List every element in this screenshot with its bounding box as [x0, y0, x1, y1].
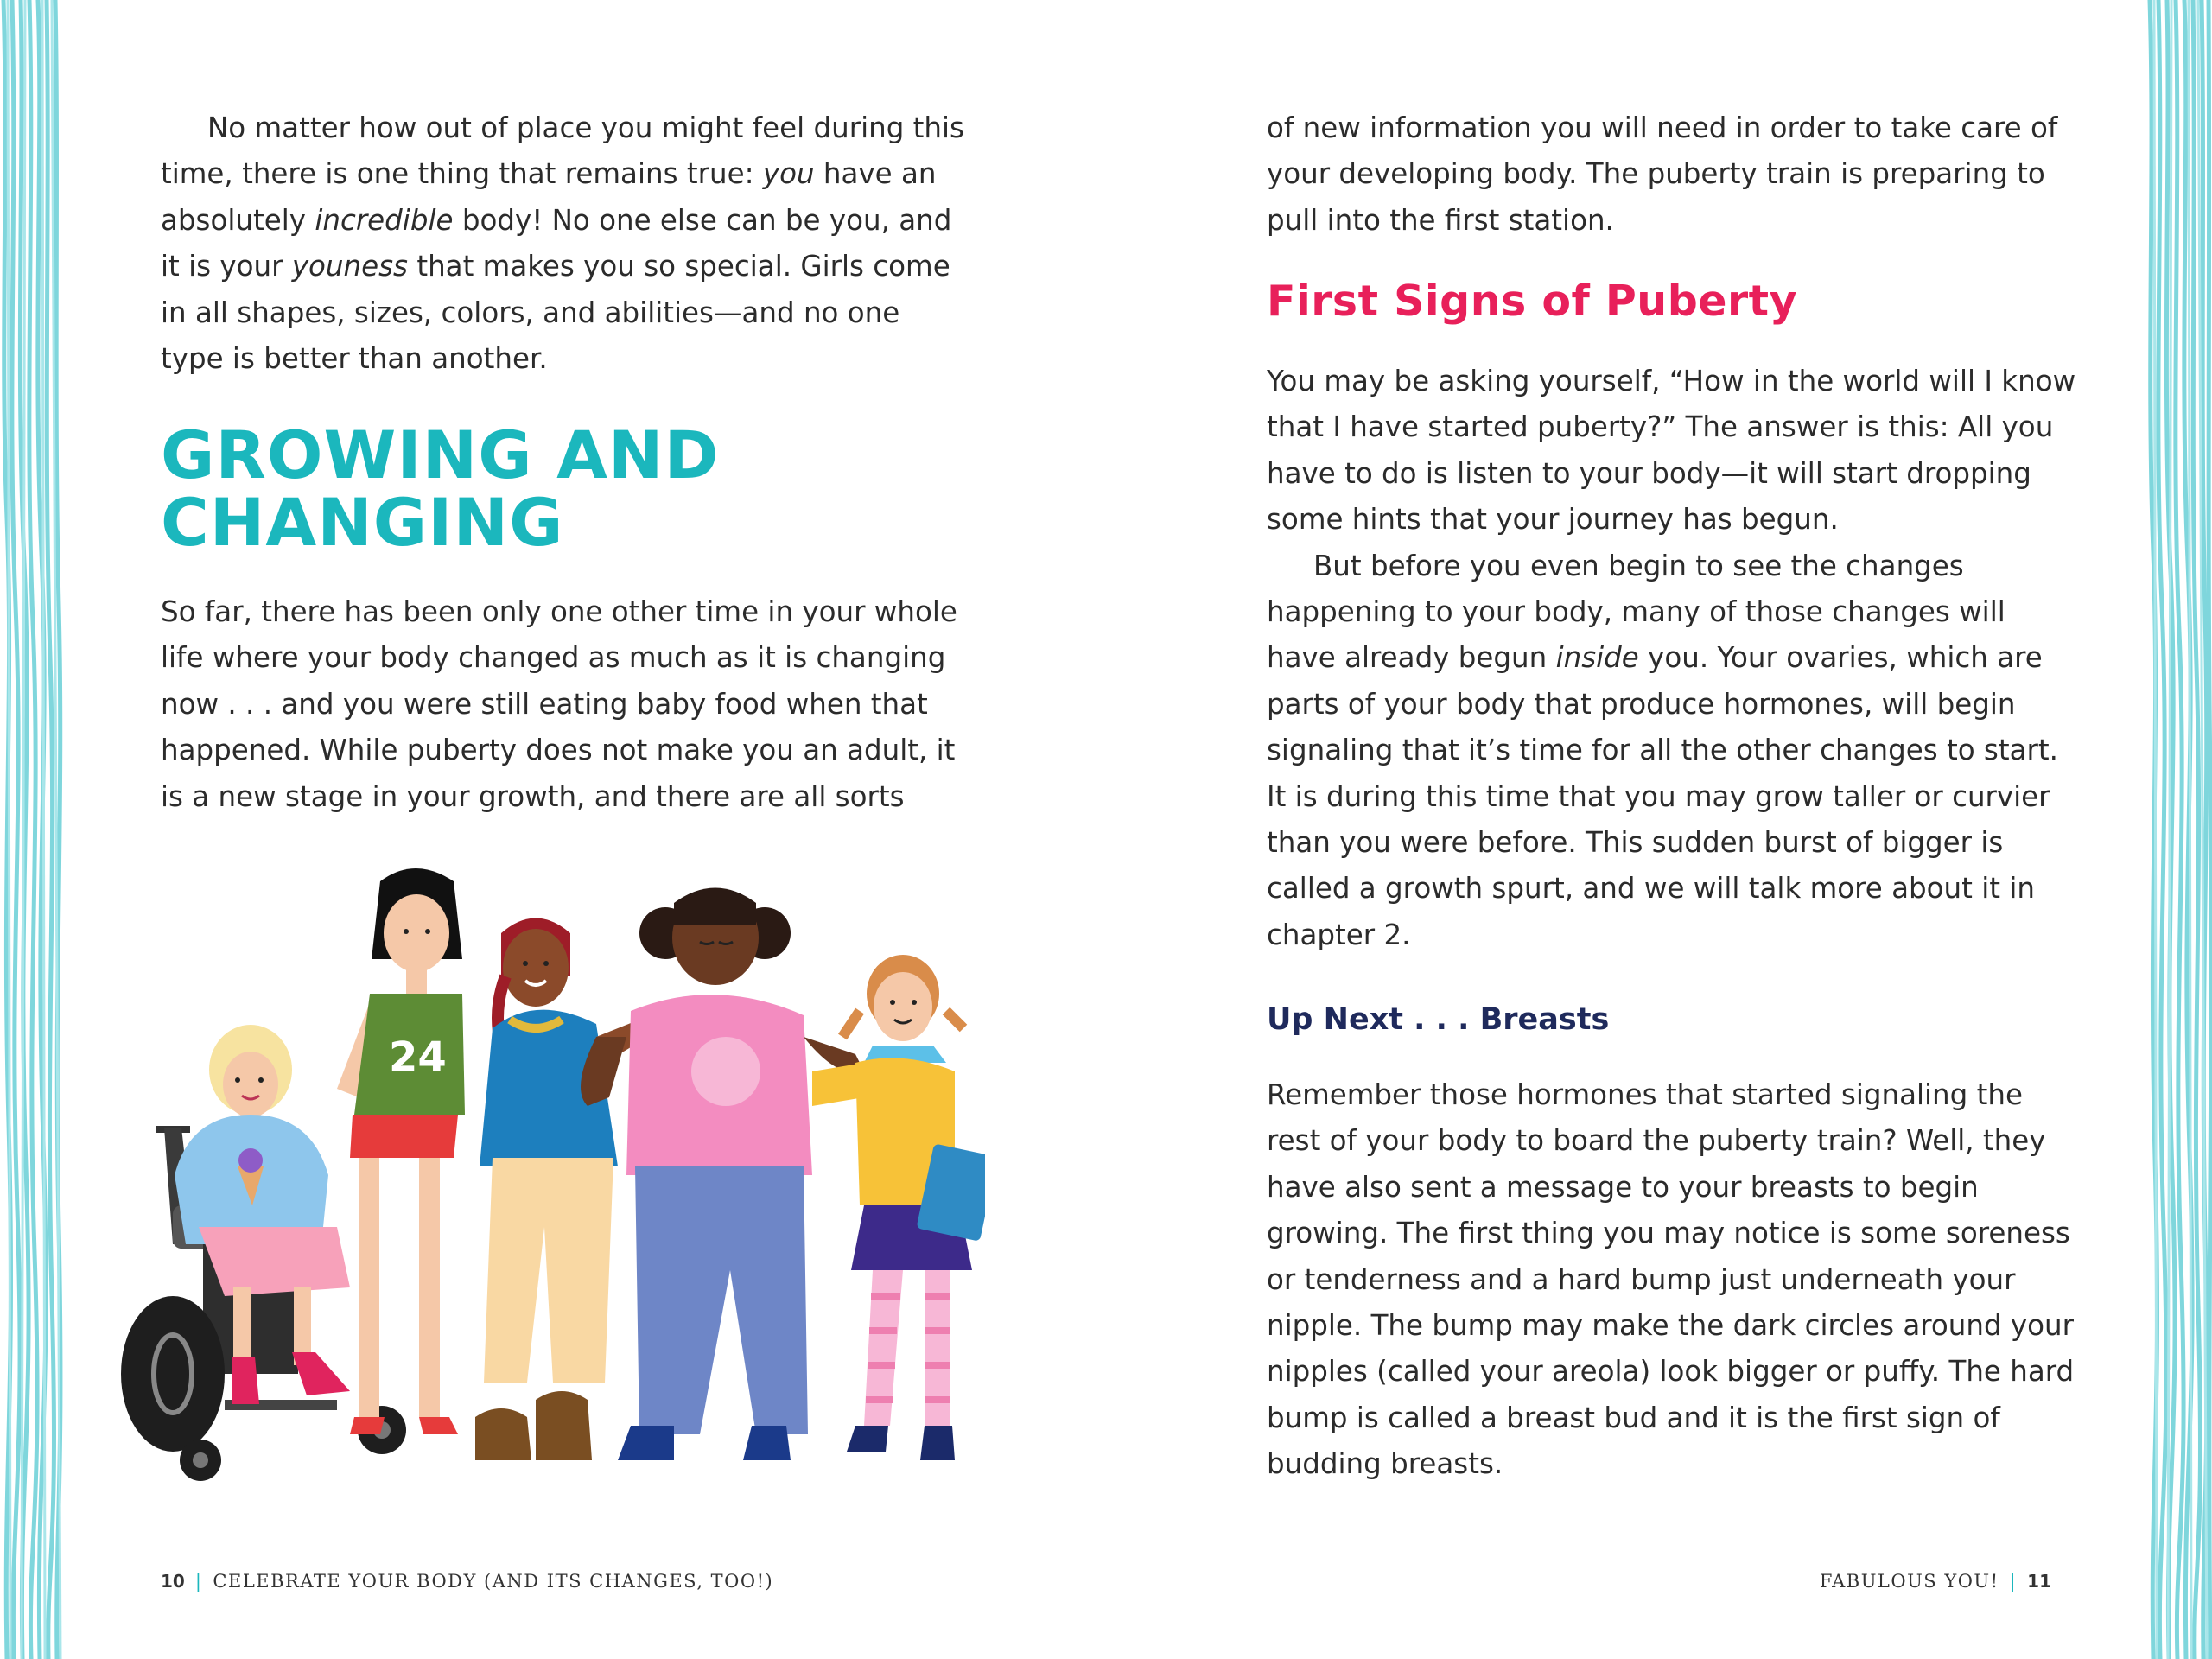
growing-paragraph [161, 589, 964, 820]
page-number-left: 10 [161, 1571, 185, 1592]
jersey-number: 24 [389, 1033, 447, 1082]
illustration-group-of-girls [121, 864, 985, 1495]
right-decorative-border [2145, 0, 2212, 1659]
breasts-paragraph: Remember those hormones that started signaling the rest of your body to board the puberty train? Well, they have also sent a message to your breasts to begin growing. The first thing you may notice is some soreness or tenderness and a hard bump just underneath your nipple. The bump may make the dark circles around your nipples (called your areola) look bigger or puffy. The hard bump is called a breast bud and it is the first sign of budding breasts. [1267, 1078, 2075, 1481]
first-signs-paragraph-2: But before you even begin to see the changes happening to your body, many of those changes will have already begun inside you. Your ovaries, which are parts of your body that produce hormones, will begin signaling that it’s time for all the other changes to start. It is during this time that you may grow taller or curvier than you were before. This sudden burst of bigger is called a growth spurt, and we will talk more about it in chapter 2. [1267, 549, 2058, 951]
footer-separator: | [194, 1571, 203, 1592]
intro-paragraph-text: No matter how out of place you might feel during this time, there is one thing that remains true: you have an absolutely incredible body! No one else can be you, and it is your youness that makes you so special. Girls come in all shapes, sizes, colors, and abilities—and no one type is better than another. [161, 111, 964, 376]
girl-blue-shirt [475, 918, 648, 1461]
first-signs-section [1267, 359, 2079, 958]
girl-green-jersey [337, 868, 465, 1434]
footer-chapter-title: CELEBRATE YOUR BODY (AND ITS CHANGES, TOO!) [213, 1571, 774, 1592]
continuation-text: of new information you will need in order to take care of your developing body. The puberty train is preparing to pull into the first station. [1267, 111, 2058, 237]
continuation-paragraph [1267, 105, 2079, 244]
left-decorative-border [0, 0, 65, 1659]
girl-yellow-top [812, 955, 985, 1460]
left-page-footer [161, 1571, 773, 1592]
footer-chapter-title-right: FABULOUS YOU! [1819, 1571, 1999, 1592]
girl-pink-shirt [581, 888, 864, 1461]
page-number-right: 11 [2027, 1571, 2051, 1592]
subheading-up-next-breasts: Up Next . . . Breasts [1267, 1002, 1610, 1037]
section-heading-growing-and-changing [161, 416, 720, 561]
section-heading-first-signs: First Signs of Puberty [1267, 276, 1798, 326]
first-signs-paragraph-1: You may be asking yourself, “How in the world will I know that I have started puberty?” The answer is this: All you have to do is listen to your body—it will start dropping some hints that your journey has begun. [1267, 365, 2076, 537]
growing-paragraph-text: So far, there has been only one other time in your whole life where your body changed as much as it is changing now . . . and you were still eating baby food when that happened. While puberty does not make you an adult, it is a new stage in your growth, and there are all sorts [161, 595, 957, 813]
heading-line-2: CHANGING [161, 484, 564, 561]
breasts-section [1267, 1072, 2079, 1488]
intro-paragraph [161, 105, 964, 382]
footer-separator-right: | [2009, 1571, 2018, 1592]
heading-line-1: GROWING AND [161, 416, 720, 493]
right-page-footer [1820, 1571, 2051, 1592]
